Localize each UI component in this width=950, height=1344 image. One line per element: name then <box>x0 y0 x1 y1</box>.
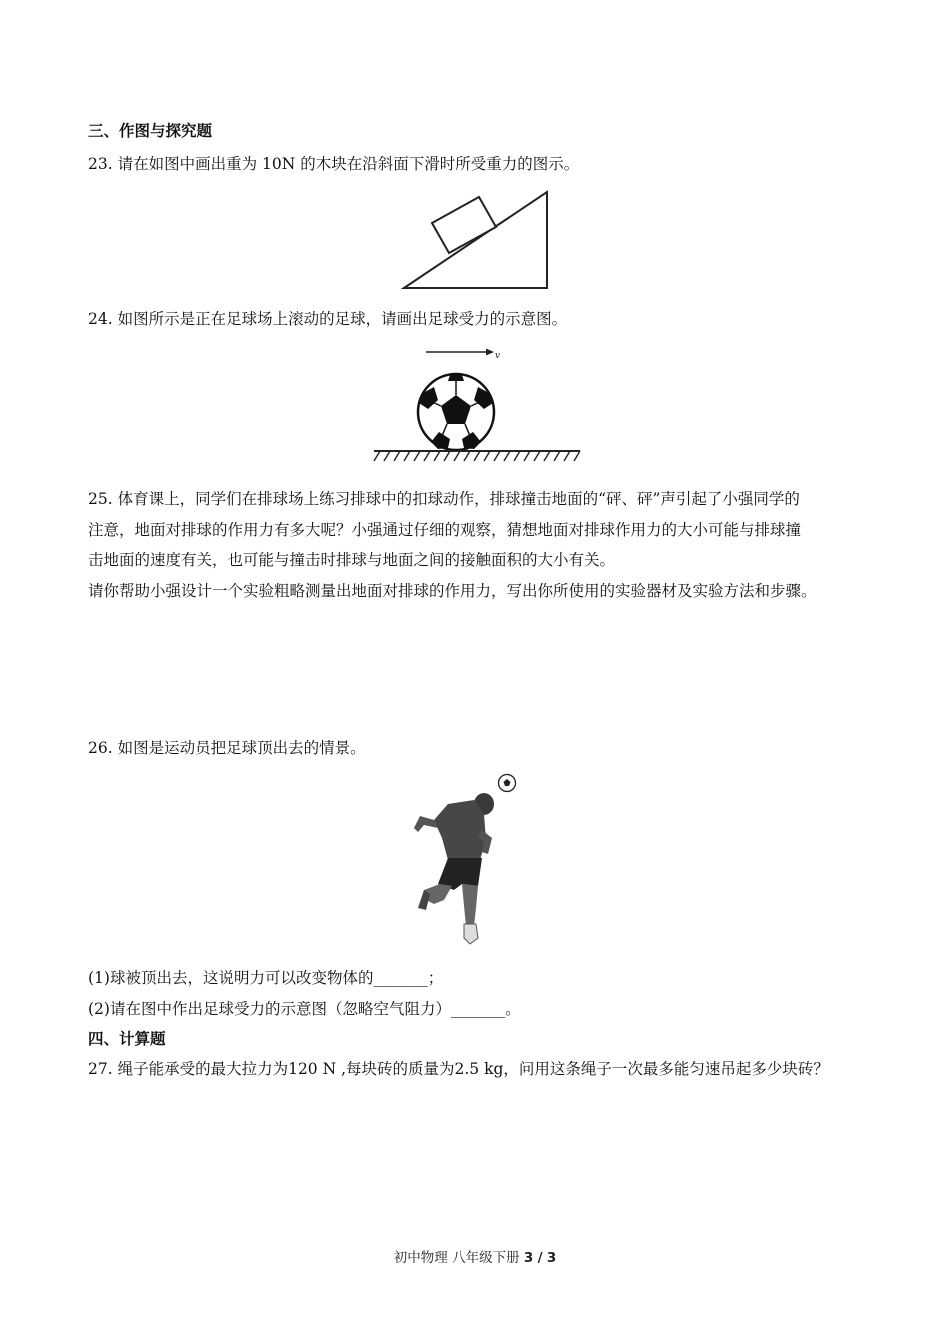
question-26-text: 26. 如图是运动员把足球顶出去的情景。 <box>88 739 366 757</box>
player-leg-right <box>462 884 478 926</box>
question-25-line-2: 注意，地面对排球的作用力有多大呢？小强通过仔细的观察，猜想地面对排球作用力的大小可能与排球撞 <box>88 521 802 539</box>
question-25-line-4: 请你帮助小强设计一个实验粗略测量出地面对排球的作用力，写出你所使用的实验器材及实验方法和步骤。 <box>88 582 817 600</box>
player-arm-left <box>414 816 438 832</box>
football-icon <box>499 775 516 792</box>
footer-page-number: 3 <box>523 1250 534 1266</box>
player-boot <box>464 924 478 944</box>
velocity-arrow <box>426 349 494 356</box>
question-26-sub-2: (2)请在图中作出足球受力的示意图（忽略空气阻力）_______。 <box>88 1000 521 1018</box>
question-25-line-1: 25. 体育课上，同学们在排球场上练习排球中的扣球动作，排球撞击地面的“砰、砰”声引起了小强同学的 <box>88 490 800 508</box>
footer-subject: 初中物理 八年级下册 <box>393 1250 520 1266</box>
player-jersey <box>434 800 486 860</box>
header-player-photo <box>404 768 524 946</box>
ground-line <box>374 451 580 461</box>
footer-separator: / <box>537 1250 543 1266</box>
incline-block-figure <box>398 186 554 292</box>
rolling-football-figure <box>368 343 584 465</box>
question-26-sub-1: (1)球被顶出去，这说明力可以改变物体的_______； <box>88 969 444 987</box>
question-27-text: 27. 绳子能承受的最大拉力为120 N ,每块砖的质量为2.5 kg，问用这条绳子一次最多能匀速吊起多少块砖？ <box>88 1060 829 1078</box>
section-heading-4: 四、计算题 <box>88 1029 166 1048</box>
question-25-line-3: 击地面的速度有关，也可能与撞击时排球与地面之间的接触面积的大小有关。 <box>88 551 616 569</box>
footer-total-pages: 3 <box>546 1250 557 1266</box>
section-heading-3: 三、作图与探究题 <box>88 121 213 140</box>
football-icon <box>418 374 494 450</box>
wooden-block <box>432 197 496 253</box>
velocity-label: v <box>495 351 501 361</box>
question-24-text: 24. 如图所示是正在足球场上滚动的足球，请画出足球受力的示意图。 <box>88 310 568 328</box>
question-23-text: 23. 请在如图中画出重为 10N 的木块在沿斜面下滑时所受重力的图示。 <box>88 155 580 173</box>
page-footer <box>0 1246 950 1266</box>
